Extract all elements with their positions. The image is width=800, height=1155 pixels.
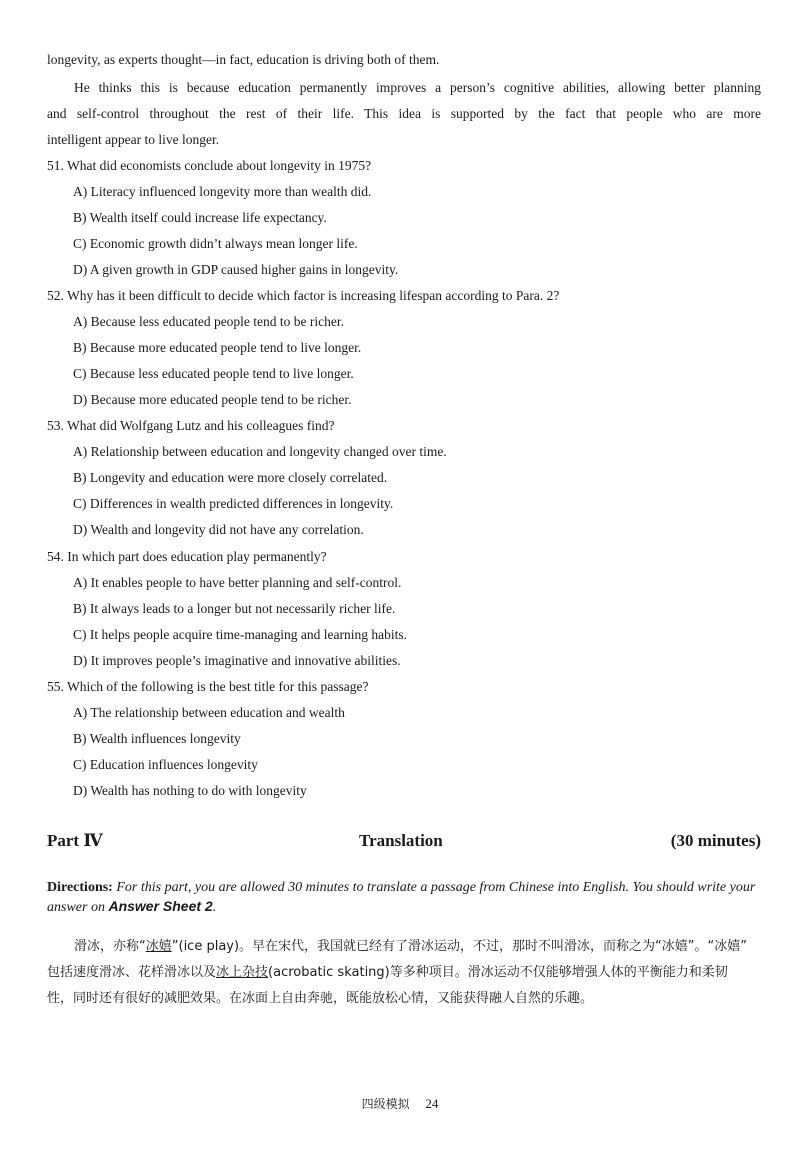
answer-sheet-ref: Answer Sheet 2 xyxy=(108,898,213,914)
question-54 xyxy=(47,548,327,566)
passage-line: He thinks this is because education permanently improves a person’s cognitive abilities, allowing better planning xyxy=(74,80,761,95)
question-51 xyxy=(47,157,371,175)
option-a: A) It enables people to have better planning and self-control. xyxy=(73,575,402,590)
chinese-underlined-term: 冰嬉 xyxy=(145,939,172,954)
chinese-text: (acrobatic skating)等多种项目。滑冰运动不仅能够增强人体的平衡能力和柔韧 xyxy=(268,965,728,980)
option-c: C) Differences in wealth predicted differences in longevity. xyxy=(73,496,394,511)
question-number: 52. xyxy=(47,288,64,303)
option-a: A) Literacy influenced longevity more than wealth did. xyxy=(73,184,372,199)
directions-text: For this part, you are allowed 30 minutes to translate a passage from Chinese into English. You should write your answer on xyxy=(47,880,756,915)
option-d: D) Wealth and longevity did not have any correlation. xyxy=(73,522,364,537)
question-53 xyxy=(47,417,334,435)
option-d: D) It improves people’s imaginative and innovative abilities. xyxy=(73,653,401,668)
chinese-line-3: 性，同时还有很好的减肥效果。在冰面上自由奔驰，既能放松心情，又能获得融人自然的乐趣。 xyxy=(47,991,594,1006)
question-text: Why has it been difficult to decide which factor is increasing lifespan according to Para. 2? xyxy=(67,288,560,303)
directions xyxy=(47,879,761,917)
question-55 xyxy=(47,678,368,696)
chinese-text: 包括速度滑冰、花样滑冰以及 xyxy=(47,965,217,980)
option-b: B) Wealth influences longevity xyxy=(73,731,241,746)
option-b: B) Longevity and education were more closely correlated. xyxy=(73,470,388,485)
option-a: A) The relationship between education and wealth xyxy=(73,705,345,720)
option-c: C) Education influences longevity xyxy=(73,757,258,772)
option-c: C) Because less educated people tend to live longer. xyxy=(73,366,354,381)
option-c: C) It helps people acquire time-managing and learning habits. xyxy=(73,627,408,642)
chinese-underlined-term: 冰上杂技 xyxy=(216,965,269,980)
question-number: 53. xyxy=(47,418,64,433)
chinese-text: 滑冰，亦称“ xyxy=(74,939,146,954)
question-text: Which of the following is the best title for this passage? xyxy=(67,679,369,694)
question-number: 55. xyxy=(47,679,64,694)
footer-title: 四级模拟 xyxy=(361,1097,410,1111)
question-number: 51. xyxy=(47,158,64,173)
chinese-text: ”(ice play)。早在宋代，我国就已经有了滑冰运动，不过，那时不叫滑冰，而称之为“冰嬉”。“冰嬉” xyxy=(171,939,747,954)
option-b: B) Wealth itself could increase life expectancy. xyxy=(73,210,327,225)
option-d: D) Because more educated people tend to be richer. xyxy=(73,392,352,407)
option-b: B) It always leads to a longer but not necessarily richer life. xyxy=(73,601,396,616)
option-a: A) Because less educated people tend to be richer. xyxy=(73,314,345,329)
question-text: What did economists conclude about longevity in 1975? xyxy=(67,158,372,173)
question-52 xyxy=(47,287,559,305)
directions-label: Directions: xyxy=(47,880,113,895)
option-c: C) Economic growth didn’t always mean longer life. xyxy=(73,236,358,251)
option-d: D) A given growth in GDP caused higher gains in longevity. xyxy=(73,262,399,277)
directions-end: . xyxy=(212,900,217,915)
option-a: A) Relationship between education and longevity changed over time. xyxy=(73,444,447,459)
chinese-line-2 xyxy=(47,964,728,982)
part-label: Part Ⅳ xyxy=(47,831,103,850)
question-number: 54. xyxy=(47,549,64,564)
option-d: D) Wealth has nothing to do with longevity xyxy=(73,783,307,798)
option-b: B) Because more educated people tend to live longer. xyxy=(73,340,362,355)
passage-line: and self-control throughout the rest of their life. This idea is supported by the fact that people who are more xyxy=(47,106,761,121)
page-number: 24 xyxy=(425,1096,439,1111)
part-header xyxy=(47,831,761,853)
part-title: Translation xyxy=(359,831,443,850)
passage-line: intelligent appear to live longer. xyxy=(47,132,220,147)
page-footer xyxy=(0,1095,800,1112)
question-text: What did Wolfgang Lutz and his colleagues find? xyxy=(67,418,335,433)
part-time: (30 minutes) xyxy=(670,831,761,850)
chinese-line-1 xyxy=(74,938,747,956)
passage-line: longevity, as experts thought—in fact, education is driving both of them. xyxy=(47,52,440,67)
question-text: In which part does education play permanently? xyxy=(67,549,327,564)
